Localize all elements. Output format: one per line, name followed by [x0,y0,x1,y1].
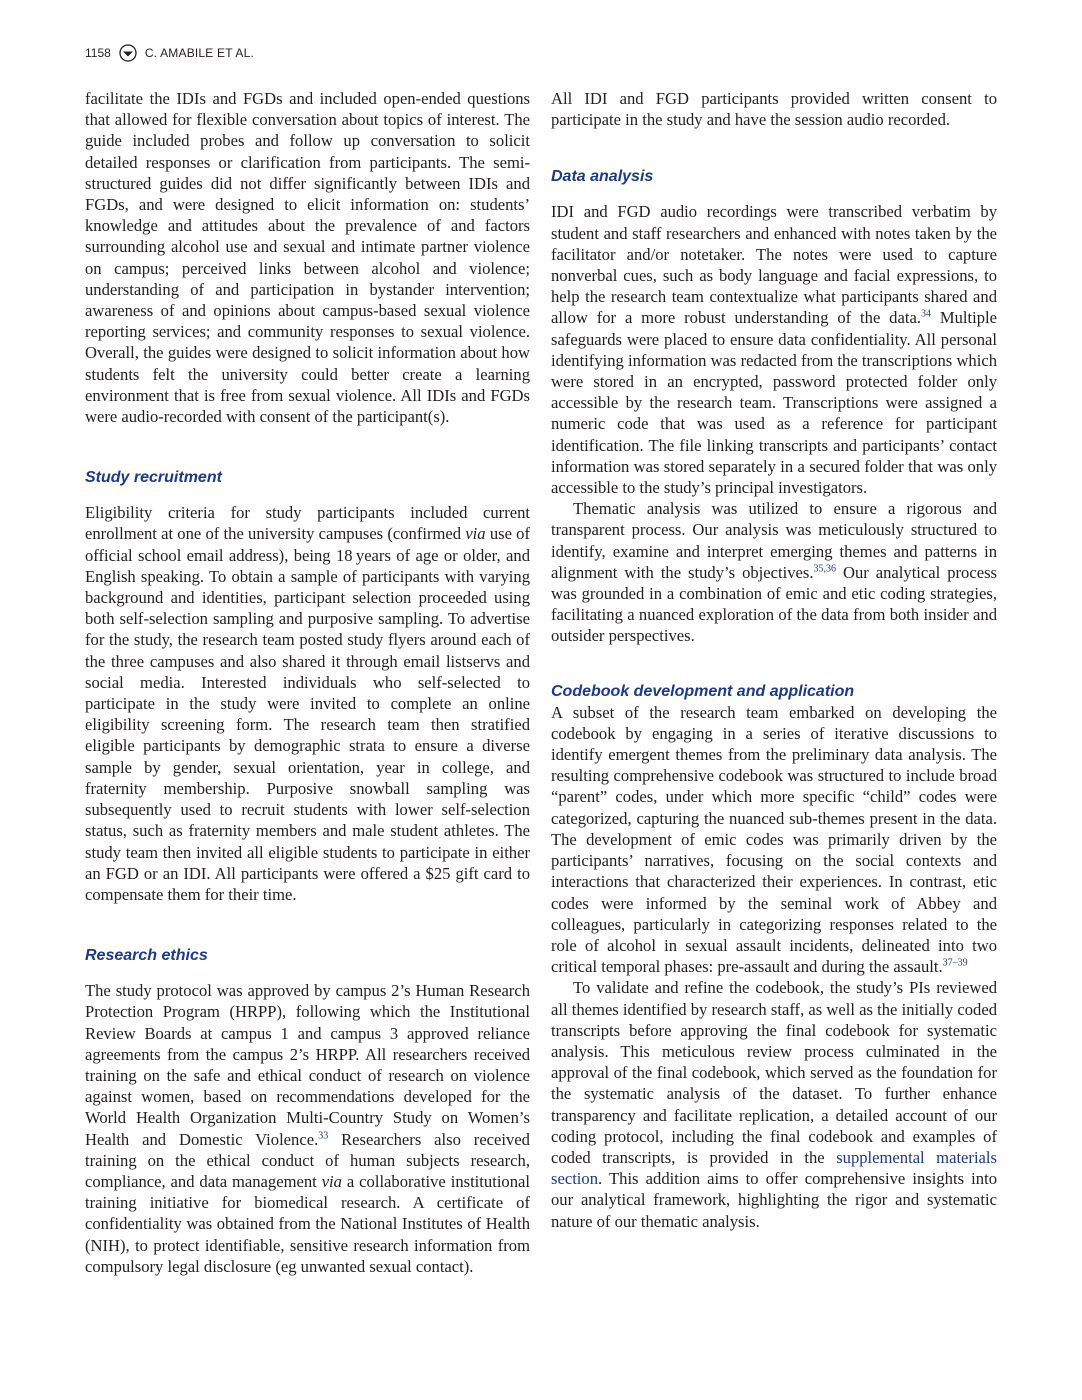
heading-study-recruitment: Study recruitment [85,469,222,487]
validate-text-b: . This addition aims to offer comprehensive insights into our analytical framework, highlighting the rigor and systematic nature of our thematic analysis. [551,1169,997,1231]
running-head [85,44,254,62]
paragraph-thematic-analysis [551,498,997,646]
crossmark-icon [119,44,137,62]
paragraph-consent: All IDI and FGD participants provided written consent to participate in the study and have the session audio recorded. [551,89,997,130]
running-head-authors: C. AMABILE ET AL. [144,46,255,60]
recruit-via: via [465,524,486,544]
thematic-text-a: Thematic analysis was utilized to ensure a rigorous and transparent process. Our analysis was meticulously structured to identify, examine and interpret emerging themes and patterns in alignment with the study’s objectives. [551,499,997,582]
supplemental-materials-link[interactable]: supplemental materials section [551,1147,997,1189]
ethics-via: via [321,1171,342,1191]
paragraph-research-ethics [85,980,530,1277]
recruit-text-b: use of official school email address), being 18 years of age or older, and English speaking. To obtain a sample of participants with varying background and identities, participant selection proceeded using both self-selection sampling and purposive sampling. To advertise for the study, the research team posted study flyers around each of the three campuses and also shared it through email listservs and social media. Interested individuals who self-selected to participate in the study were invited to complete an online eligibility screening form. The research team then stratified eligible participants by demographic strata to ensure a diverse sample by gender, sexual orientation, year in college, and fraternity membership. Purposive snowball sampling was subsequently used to recruit students with lower self-selection status, such as fraternity members and male student athletes. The study team then invited all eligible students to participate in either an FGD or an IDI. All participants were offered a $25 gift card to compensate them for their time. [85,524,530,904]
heading-codebook-development: Codebook development and application [551,682,855,700]
analysis-text-b: Multiple safeguards were placed to ensure data confidentiality. All personal identifying information was redacted from the transcriptions which were stored in an encrypted, password protected folder only accessible by the research team. Transcriptions were assigned a numeric code that was used as a reference for participant identification. The file linking transcripts and participants’ contact information was stored separately in a secured folder that was only accessible to the study’s principal investigators. [551,308,997,498]
heading-research-ethics: Research ethics [85,947,208,965]
page-number: 1158 [85,46,111,60]
paragraph-data-analysis [551,201,997,498]
codebook-text-a: A subset of the research team embarked on developing the codebook by engaging in a series of iterative discussions to identify emergent themes from the preliminary data analysis. The resulting comprehensive codebook was structured to include broad “parent” codes, under which more specific “child” codes were categorized, capturing the nuanced sub-themes present in the data. The development of emic codes was primarily driven by the participants’ narratives, focusing on the social contexts and interactions that characterized their experiences. In contrast, etic codes were informed by the seminal work of Abbey and colleagues, particularly in categorizing responses related to the role of alcohol in sexual assault incidents, delineated into two critical temporal phases: pre-assault and during the assault. [551,702,997,977]
citation-35-36[interactable]: 35,36 [813,563,836,575]
paragraph-validation [551,977,997,1231]
paragraph-study-recruitment [85,502,530,905]
ethics-text-c: a collaborative institutional training initiative for biomedical research. A certificate of confidentiality was obtained from the National Institutes of Health (NIH), to protect identifiable, sensitive research information from compulsory legal disclosure (eg unwanted sexual contact). [85,1171,530,1276]
right-column [551,88,997,1232]
recruit-text-a: Eligibility criteria for study participants included current enrollment at one of the university campuses (confirmed [85,503,530,544]
citation-37-39[interactable]: 37–39 [942,957,968,969]
ethics-text-a: The study protocol was approved by campus 2’s Human Research Protection Program (HRPP), following which the Institutional Review Boards at campus 1 and campus 3 approved reliance agreements from the campus 2’s HRPP. All researchers received training on the safe and ethical conduct of research on violence against women, based on recommendations developed for the World Health Organization Multi-Country Study on Women’s Health and Domestic Violence. [85,981,530,1149]
citation-34[interactable]: 34 [920,308,931,320]
thematic-text-b: Our analytical process was grounded in a combination of emic and etic coding strategies, facilitating a nuanced exploration of the data from both insider and outsider perspectives. [551,562,997,646]
validate-text-a: To validate and refine the codebook, the study’s PIs reviewed all themes identified by research staff, as well as the initially coded transcripts before approving the final codebook for systematic analysis. This meticulous review process culminated in the approval of the final codebook, which served as the foundation for the systematic analysis of the dataset. To further enhance transparency and facilitate replication, a detailed account of our coding protocol, including the final codebook and examples of coded transcripts, is provided in the [551,978,997,1167]
left-column [85,88,530,1277]
heading-data-analysis: Data analysis [551,168,654,186]
citation-33[interactable]: 33 [318,1130,329,1141]
paragraph-codebook [551,702,997,978]
paragraph-guide-description: facilitate the IDIs and FGDs and included open-ended questions that allowed for flexible conversation about topics of interest. The guide included probes and follow up conversation to solicit detailed responses or clarification from participants. The semi-structured guides did not differ significantly between IDIs and FGDs, and were designed to elicit information on: students’ knowledge and attitudes about the prevalence of and factors surrounding alcohol use and sexual and intimate partner violence on campus; perceived links between alcohol and violence; understanding of and participation in bystander intervention; awareness of and opinions about campus-based sexual violence reporting services; and community responses to sexual violence. Overall, the guides were designed to solicit information about how students felt the university could better create a learning environment that is free from sexual violence. All IDIs and FGDs were audio-recorded with consent of the participant(s). [85,89,530,427]
ethics-text-b: Researchers also received training on the ethical conduct of human subjects research, compliance, and data management [85,1129,530,1191]
analysis-text-a: IDI and FGD audio recordings were transcribed verbatim by student and staff researchers and enhanced with notes taken by the facilitator and/or notetaker. The notes were used to capture nonverbal cues, such as body language and facial expressions, to help the research team contextualize what participants shared and allow for a more robust understanding of the data. [551,202,997,328]
